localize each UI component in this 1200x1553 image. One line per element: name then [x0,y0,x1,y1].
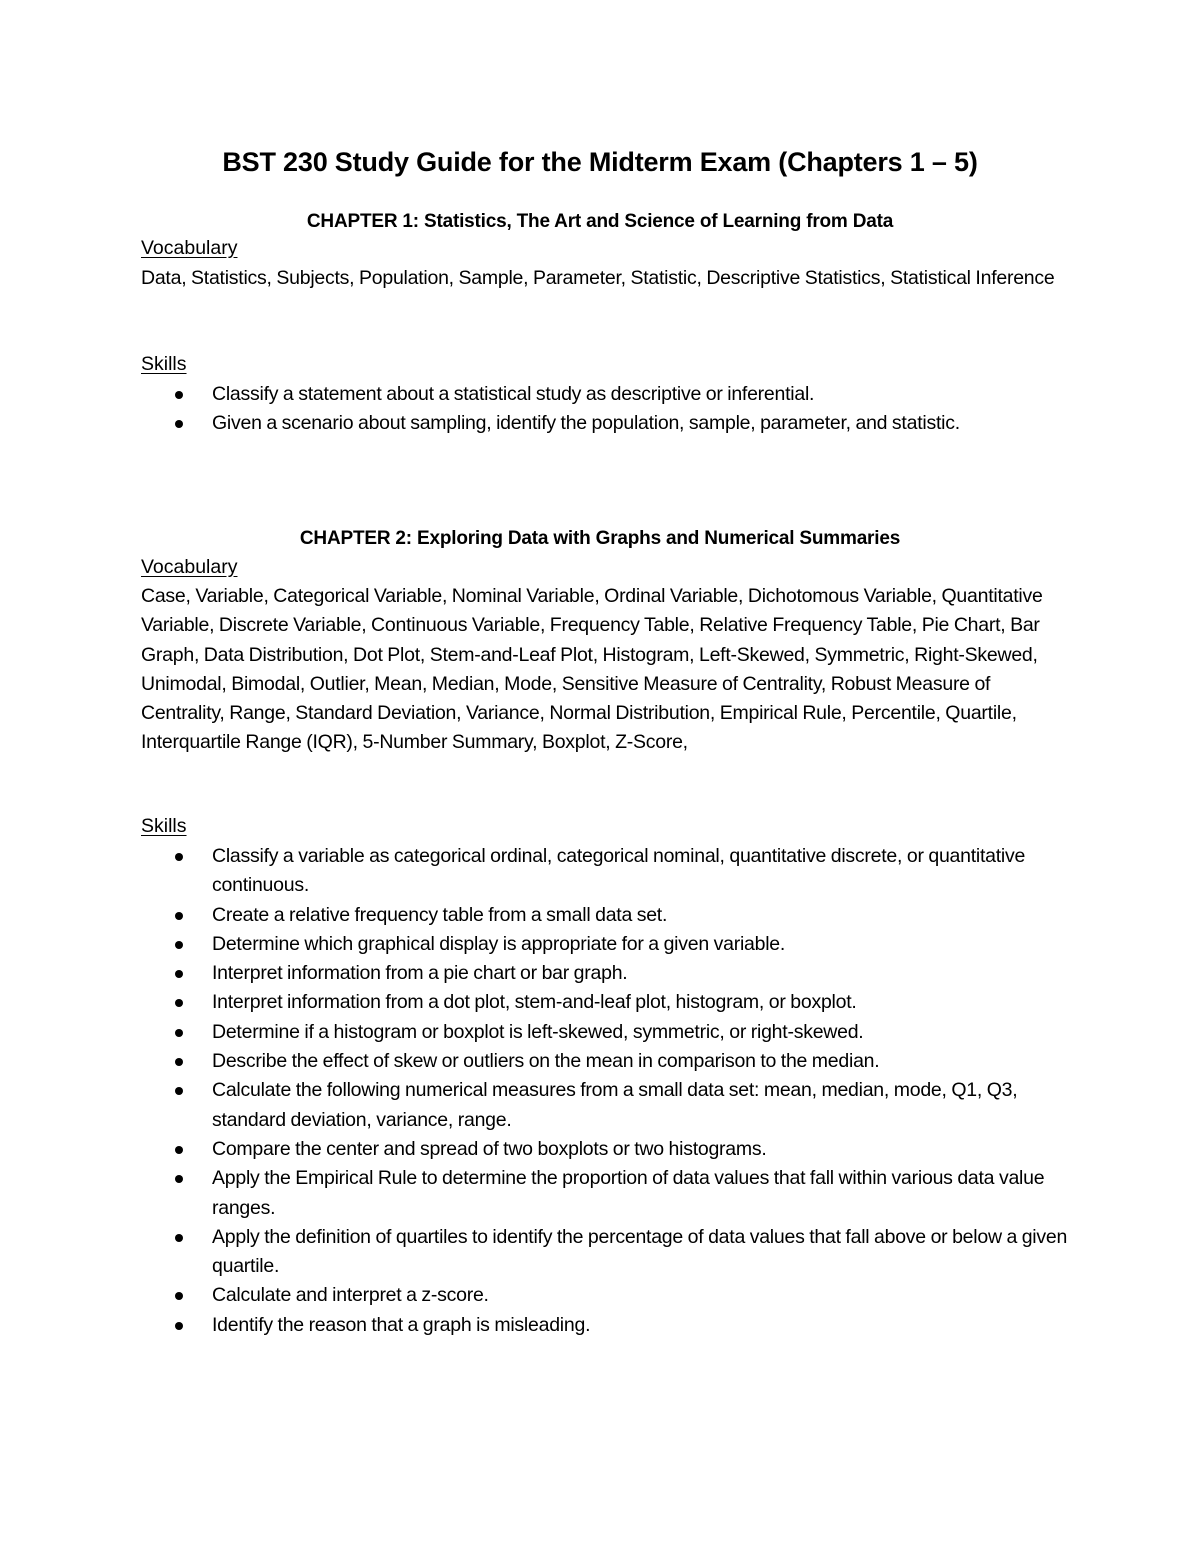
skill-item [141,1281,1071,1310]
chapter-1-skills-label: Skills [141,353,187,375]
bullet-icon [175,853,183,861]
skill-text: Apply the definition of quartiles to identify the percentage of data values that fall above or below a given quartile. [212,1225,1068,1278]
chapter-1-vocabulary-list: Data, Statistics, Subjects, Population, Sample, Parameter, Statistic, Descriptive Statistics, Statistical Inference [141,267,1055,289]
skill-item [141,380,1071,409]
skill-text: Determine which graphical display is appropriate for a given variable. [212,932,786,955]
skill-item [141,1223,1071,1282]
skill-text: Classify a statement about a statistical study as descriptive or inferential. [212,383,815,405]
bullet-icon [175,941,183,949]
skill-item [141,1047,1071,1076]
skill-text: Given a scenario about sampling, identify the population, sample, parameter, and statistic. [212,412,960,435]
chapter-1-vocabulary-label: Vocabulary [141,237,238,259]
skill-item [141,1311,1071,1340]
chapter-2-skills-list [141,842,1071,1340]
skill-text: Classify a variable as categorical ordinal, categorical nominal, quantitative discrete, or quantitative continuous. [212,845,1026,897]
skill-text: Identify the reason that a graph is misleading. [212,1313,591,1336]
bullet-icon [175,1234,183,1242]
skill-text: Interpret information from a pie chart or bar graph. [212,962,628,985]
chapter-2-vocabulary-label: Vocabulary [141,556,238,578]
skill-item [141,1135,1071,1164]
skill-text: Interpret information from a dot plot, stem-and-leaf plot, histogram, or boxplot. [212,991,857,1014]
bullet-icon [175,420,183,428]
bullet-icon [175,970,183,978]
skill-item [141,901,1071,930]
skill-text: Calculate the following numerical measures from a small data set: mean, median, mode, Q1, Q3, standard deviation, variance, range. [212,1079,1018,1131]
bullet-icon [175,1029,183,1037]
bullet-icon [175,912,183,920]
bullet-icon [175,1175,183,1183]
skill-item [141,1018,1071,1047]
skill-item [141,959,1071,988]
skill-text: Compare the center and spread of two boxplots or two histograms. [212,1137,767,1160]
chapter-1-heading: CHAPTER 1: Statistics, The Art and Science of Learning from Data [306,211,894,232]
skill-text: Create a relative frequency table from a small data set. [212,903,668,926]
skill-item [141,409,1071,438]
skill-item [141,1076,1071,1135]
skill-item [141,930,1071,959]
chapter-2-vocabulary-list: Case, Variable, Categorical Variable, Nominal Variable, Ordinal Variable, Dichotomous Variable, Quantitative Variable, Discrete Variable, Continuous Variable, Frequency Table, Relative Frequency Table, Pie Chart, Bar Graph, Data Distribution, Dot Plot, Stem-and-Leaf Plot, Histogram, Left-Skewed, Symmetric, Right-Skewed, Unimodal, Bimodal, Outlier, Mean, Median, Mode, Sensitive Measure of Centrality, Robust Measure of Centrality, Range, Standard Deviation, Variance, Normal Distribution, Empirical Rule, Percentile, Quartile, Interquartile Range (IQR), 5-Number Summary, Boxplot, Z-Score, [141,585,1043,754]
skill-text: Determine if a histogram or boxplot is left-skewed, symmetric, or right-skewed. [212,1020,864,1043]
bullet-icon [175,1058,183,1066]
skill-text: Apply the Empirical Rule to determine the proportion of data values that fall within various data value ranges. [212,1167,1045,1219]
bullet-icon [175,1322,183,1330]
chapter-1-skills-list [141,380,1071,439]
bullet-icon [175,999,183,1007]
skill-item [141,1164,1071,1223]
chapter-2-heading: CHAPTER 2: Exploring Data with Graphs and Numerical Summaries [299,528,901,549]
skill-text: Calculate and interpret a z-score. [212,1284,489,1307]
bullet-icon [175,391,183,399]
bullet-icon [175,1292,183,1300]
document-title: BST 230 Study Guide for the Midterm Exam (Chapters 1 – 5) [222,147,978,177]
skill-text: Describe the effect of skew or outliers on the mean in comparison to the median. [212,1050,880,1073]
skill-item [141,842,1071,901]
bullet-icon [175,1087,183,1095]
skill-item [141,988,1071,1017]
chapter-2-skills-label: Skills [141,815,187,837]
bullet-icon [175,1146,183,1154]
